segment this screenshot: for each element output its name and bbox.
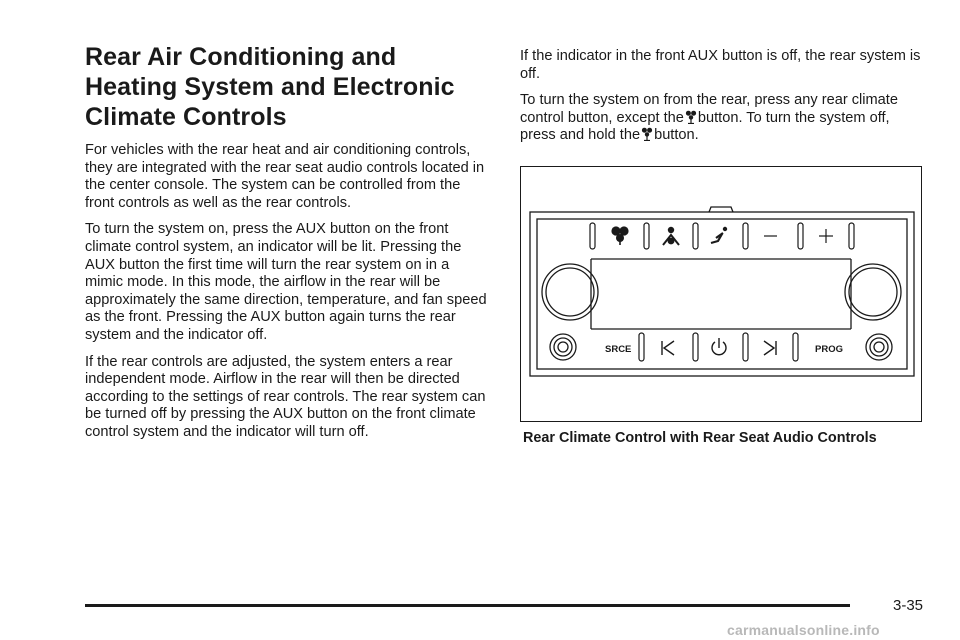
source-label: SRCE <box>605 344 632 355</box>
control-panel-figure <box>520 166 922 422</box>
seek-forward-icon <box>764 341 776 355</box>
rear-operation-text-a: To turn the system on from the rear, press any rear climate control button, except the <box>520 92 898 126</box>
left-column <box>85 42 487 451</box>
paragraph-integration: For vehicles with the rear heat and air conditioning controls, they are integrated with the rear seat audio controls located in the center console. The system can be controlled from the front controls as well as the rear controls. <box>85 142 485 211</box>
paragraph-rear-operation <box>520 92 924 145</box>
plus-icon <box>819 229 833 243</box>
right-column <box>520 48 924 154</box>
paragraph-independent-mode: If the rear controls are adjusted, the system enters a rear independent mode. Airflow in the rear will then be directed according to the settings of rear controls. The rear system can be turned off by pressing the AUX button on the front climate control system and the indicator will turn off. <box>85 353 486 440</box>
seek-back-icon <box>662 341 674 355</box>
rear-operation-text-b: button. To turn the system off, press and hold the <box>520 109 890 144</box>
section-title: Rear Air Conditioning and Heating System and Electronic Climate Controls <box>85 43 455 131</box>
watermark-link[interactable]: carmanualsonline.info <box>727 622 880 638</box>
footer-rule <box>85 604 850 607</box>
floor-vent-mode-icon <box>711 227 727 243</box>
rear-operation-text-c: button. <box>654 127 699 144</box>
control-panel-illustration <box>521 167 921 421</box>
paragraph-turn-on: To turn the system on, press the AUX button on the front climate control system, an indicator will be lit. Pressing the AUX button the first time will turn the rear system on in a mimic mode. In this mode, the airflow in the rear will be approximately the same direction, temperature, and fan speed as the front. Pressing the AUX button again turns the rear system and the indicator off. <box>85 221 487 343</box>
fan-icon <box>685 110 697 124</box>
fan-icon <box>641 127 653 141</box>
page-number: 3-35 <box>893 597 924 614</box>
program-label: PROG <box>815 344 843 355</box>
fan-icon <box>611 226 628 245</box>
defrost-mode-icon <box>663 227 679 245</box>
paragraph-indicator-off: If the indicator in the front AUX button is off, the rear system is off. <box>520 48 921 82</box>
power-icon <box>712 338 726 355</box>
figure-caption: Rear Climate Control with Rear Seat Audio Controls <box>523 430 877 446</box>
